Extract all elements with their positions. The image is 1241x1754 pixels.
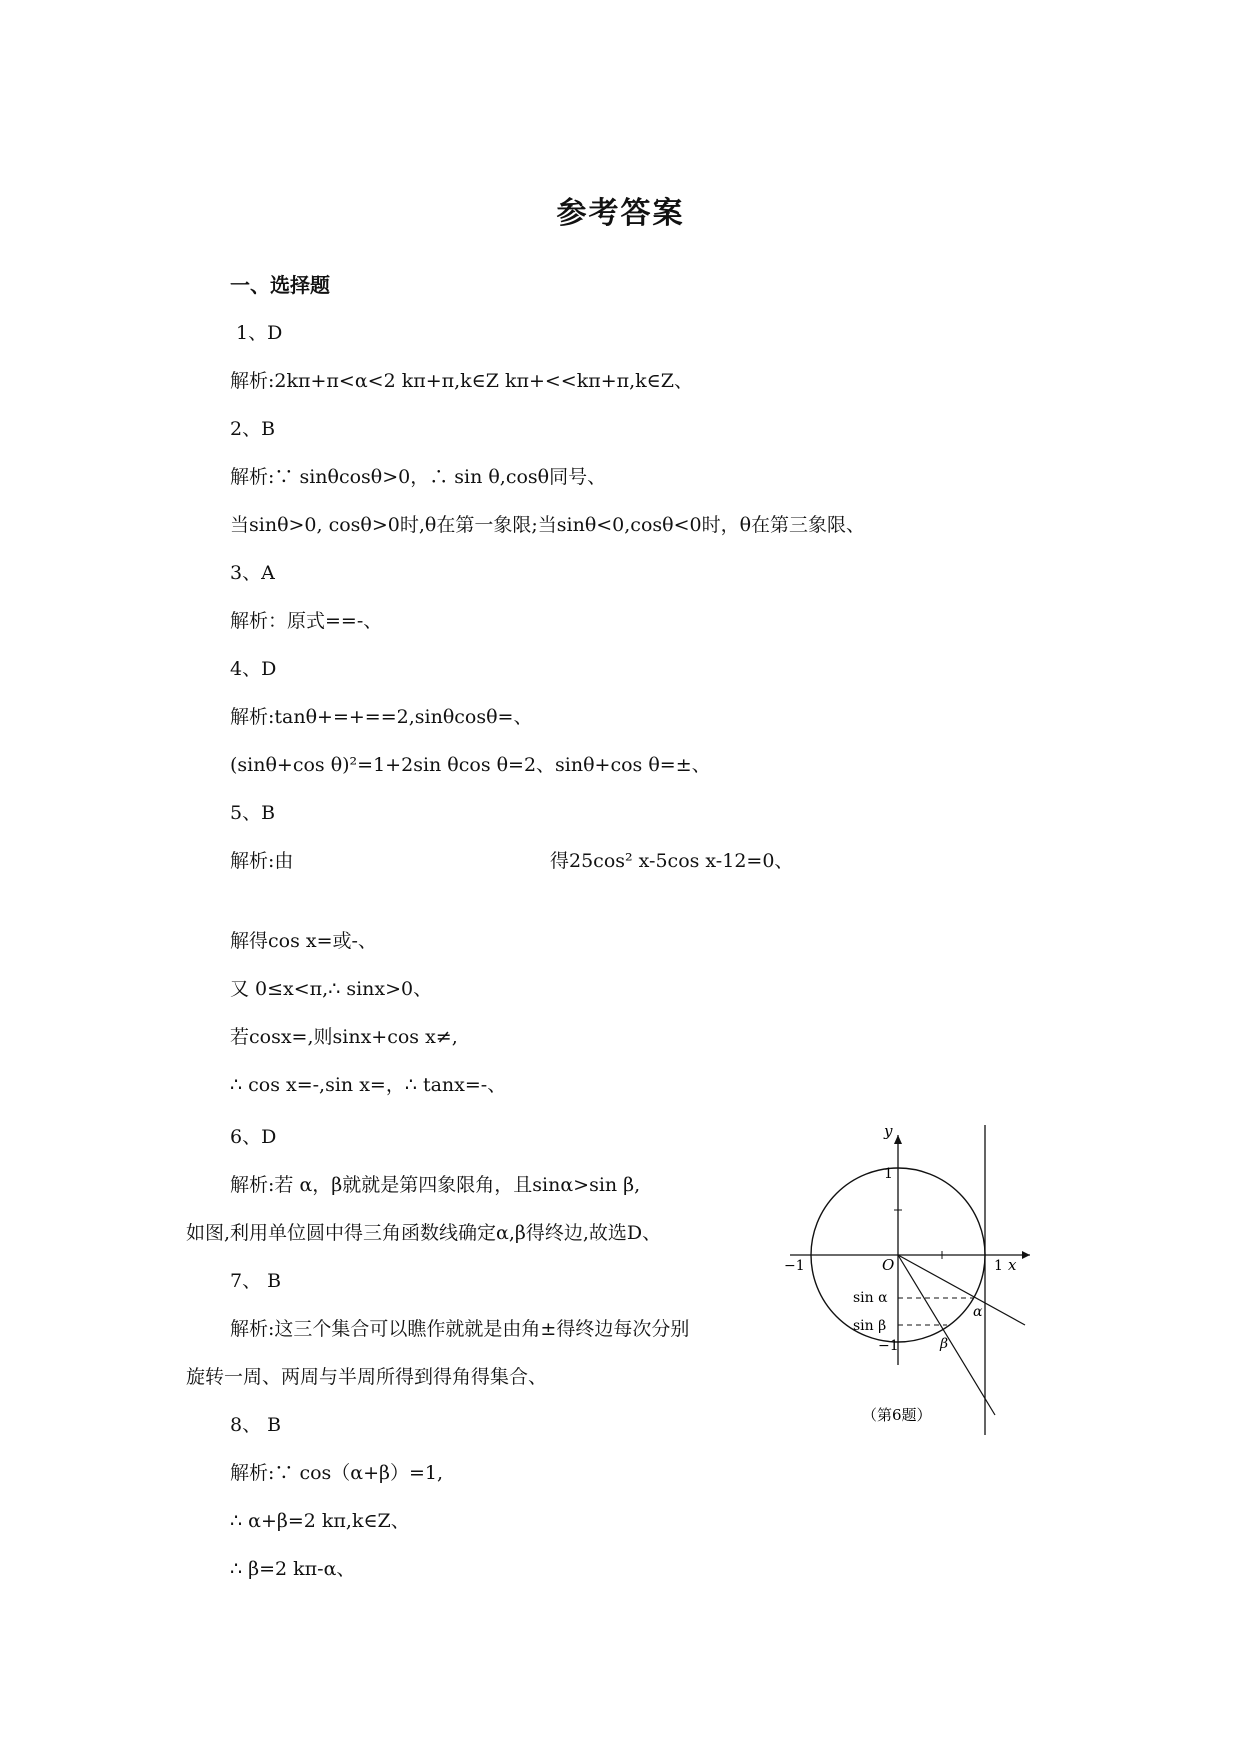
analysis-4-cont: (sinθ+cos θ)²=1+2sin θcos θ=2、sinθ+cos θ=±、: [230, 754, 711, 776]
analysis-6: 解析:若 α，β就就是第四象限角，且sinα>sin β,: [230, 1174, 641, 1196]
analysis-5-result: ∴ cos x=-,sin x=，∴ tanx=-、: [230, 1074, 507, 1096]
analysis-2: 解析:∵ sinθcosθ>0，∴ sin θ,cosθ同号、: [230, 466, 607, 488]
analysis-8-result: ∴ β=2 kπ-α、: [230, 1558, 356, 1580]
analysis-5-solve: 解得cos x=或-、: [230, 930, 377, 952]
analysis-8-cont: ∴ α+β=2 kπ,k∈Z、: [230, 1510, 410, 1532]
origin-label: O: [882, 1256, 895, 1274]
analysis-1: 解析:2kπ+π<α<2 kπ+π,k∈Z kπ+<<kπ+π,k∈Z、: [230, 370, 693, 392]
analysis-5-range: 又 0≤x<π,∴ sinx>0、: [230, 978, 433, 1000]
label-neg1-bottom: −1: [878, 1338, 899, 1354]
answer-5: 5、B: [230, 802, 276, 824]
y-axis-label: y: [884, 1122, 893, 1140]
analysis-6-cont: 如图,利用单位圆中得三角函数线确定α,β得终边,故选D、: [186, 1222, 662, 1244]
analysis-5-case: 若cosx=,则sinx+cos x≠,: [230, 1026, 458, 1048]
analysis-3: 解析：原式==-、: [230, 610, 383, 632]
figure-caption: （第6题）: [862, 1406, 932, 1424]
analysis-7-cont: 旋转一周、两周与半周所得到得角得集合、: [186, 1366, 548, 1388]
beta-label: β: [940, 1336, 949, 1352]
analysis-5: 解析:由: [230, 850, 294, 872]
answer-2: 2、B: [230, 418, 276, 440]
terminal-side-beta: [898, 1255, 995, 1415]
analysis-8: 解析:∵ cos（α+β）=1,: [230, 1462, 444, 1484]
sin-alpha-label: sin α: [853, 1290, 888, 1306]
y-axis-arrow: [894, 1135, 902, 1144]
alpha-label: α: [973, 1304, 983, 1320]
page-title: 参考答案: [556, 196, 685, 231]
x-axis-label: x: [1008, 1256, 1017, 1274]
x-axis-arrow: [1022, 1251, 1030, 1259]
answer-8: 8、 B: [230, 1414, 282, 1436]
analysis-5-equation: 得25cos² x-5cos x-12=0、: [550, 850, 794, 872]
answer-4: 4、D: [230, 658, 277, 680]
label-1-top: 1: [884, 1166, 893, 1182]
analysis-7: 解析:这三个集合可以瞧作就就是由角±得终边每次分别: [230, 1318, 690, 1340]
label-1-right: 1: [994, 1258, 1003, 1274]
analysis-2-cont: 当sinθ>0, cosθ>0时,θ在第一象限;当sinθ<0,cosθ<0时，θ在第三象限、: [230, 514, 866, 536]
answer-1: 1、D: [236, 322, 283, 344]
unit-circle-figure: [780, 1120, 1040, 1440]
label-neg1-left: −1: [784, 1258, 805, 1274]
analysis-4: 解析:tanθ+=+==2,sinθcosθ=、: [230, 706, 533, 728]
answer-3: 3、A: [230, 562, 275, 584]
section-heading: 一、选择题: [230, 273, 330, 297]
answer-6: 6、D: [230, 1126, 277, 1148]
answer-7: 7、 B: [230, 1270, 282, 1292]
sin-beta-label: sin β: [853, 1318, 887, 1334]
